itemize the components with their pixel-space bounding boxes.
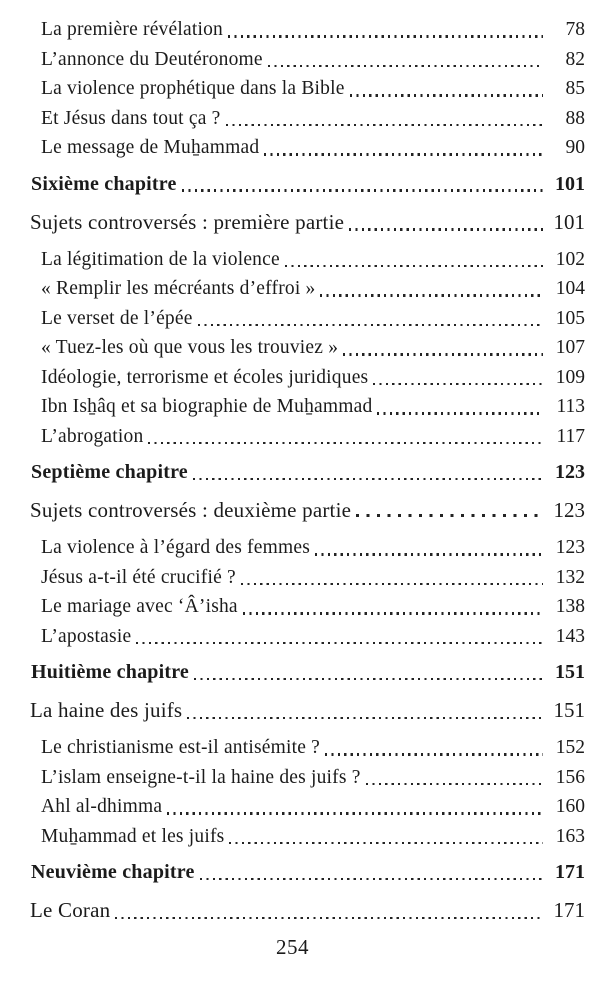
toc-entry-page: 138 [555, 596, 585, 617]
toc-entry-page: 113 [556, 396, 585, 417]
toc-entry-title: « Tuez-les où que vous les trouviez » [41, 337, 339, 358]
toc-entry-page: 104 [555, 278, 585, 299]
dot-leader [264, 153, 543, 155]
toc-entry [0, 207, 585, 238]
toc-entry-page: 171 [555, 861, 585, 883]
toc-entry-page: 152 [555, 737, 585, 758]
dot-leader [320, 294, 543, 296]
toc-entry-page: 101 [555, 172, 585, 195]
toc-entry-page: 109 [555, 366, 585, 388]
toc-entry-title: Le verset de l’épée [41, 307, 193, 329]
dot-leader [193, 478, 543, 480]
toc-entry-title: L’islam enseigne-t-il la haine des juifs ? [41, 766, 361, 788]
toc-entry-page: 123 [555, 537, 585, 558]
toc-entry [0, 695, 585, 726]
toc-entry-title: Le christianisme est-il antisémite ? [41, 737, 321, 758]
toc-entry [0, 304, 585, 334]
toc-entry-title: Sujets controversés : première partie [30, 209, 345, 234]
dot-leader [226, 124, 543, 126]
toc-entry-page: 171 [553, 898, 585, 922]
dot-leader [182, 189, 543, 191]
toc-entry [0, 563, 585, 593]
toc-entry-page: 123 [553, 498, 585, 522]
toc-entry [0, 169, 585, 199]
toc-entry-title: Huitième chapitre [31, 661, 189, 683]
dot-leader [285, 265, 543, 267]
toc-entry-page: 143 [555, 625, 585, 647]
toc-entry-title: Neuvième chapitre [31, 861, 195, 883]
toc-list [0, 15, 585, 926]
toc-entry [0, 592, 585, 622]
toc-entry-title: « Remplir les mécréants d’effroi » [41, 278, 316, 299]
toc-entry [0, 657, 585, 687]
dot-leader [200, 878, 543, 880]
toc-entry-title: La première révélation [41, 19, 223, 40]
toc-entry [0, 895, 585, 926]
toc-entry-title: Sujets controversés : deuxième partie [30, 498, 352, 522]
toc-entry [0, 422, 585, 452]
toc-entry [0, 104, 585, 134]
dot-leader [198, 324, 543, 326]
dot-leader [194, 678, 543, 680]
toc-entry [0, 245, 585, 275]
toc-entry-page: 117 [556, 425, 585, 447]
toc-entry [0, 792, 585, 822]
toc-entry-title: Le mariage avec ‘Â’isha [41, 596, 238, 617]
dot-leader [228, 35, 543, 37]
dot-leader [167, 812, 543, 814]
toc-entry-title: Jésus a-t-il été crucifié ? [41, 566, 236, 588]
toc-entry-page: 88 [565, 107, 585, 129]
toc-entry-page: 160 [555, 796, 585, 817]
toc-entry-title: Et Jésus dans tout ça ? [41, 107, 221, 129]
toc-entry-title: La haine des juifs [30, 698, 183, 722]
toc-entry-page: 132 [555, 566, 585, 588]
dot-leader [136, 642, 543, 644]
toc-entry-title: Muẖammad et les juifs [41, 825, 225, 847]
toc-entry-page: 90 [565, 137, 585, 158]
dot-leader [349, 228, 543, 230]
toc-entry [0, 533, 585, 563]
toc-entry [0, 857, 585, 887]
dot-leader [356, 514, 543, 517]
toc-entry-title: La violence prophétique dans la Bible [41, 78, 345, 99]
toc-entry-page: 82 [565, 48, 585, 70]
dot-leader [187, 717, 543, 719]
toc-entry [0, 363, 585, 393]
dot-leader [115, 917, 543, 919]
toc-entry-page: 123 [555, 461, 585, 483]
dot-leader [243, 612, 543, 614]
toc-entry-page: 102 [555, 248, 585, 270]
toc-entry-title: Idéologie, terrorisme et écoles juridiques [41, 366, 369, 388]
toc-entry-title: Ahl al-dhimma [41, 796, 163, 817]
dot-leader [325, 753, 543, 755]
toc-entry-title: Septième chapitre [31, 461, 188, 483]
toc-entry [0, 495, 585, 526]
dot-leader [268, 65, 543, 67]
toc-entry-title: Le Coran [30, 898, 111, 922]
page-number: 254 [276, 935, 309, 959]
toc-entry [0, 822, 585, 852]
toc-entry [0, 763, 585, 793]
toc-entry [0, 274, 585, 304]
dot-leader [350, 94, 543, 96]
dot-leader [229, 842, 543, 844]
toc-entry-title: Ibn Isẖâq et sa biographie de Muẖammad [41, 396, 373, 417]
toc-entry [0, 457, 585, 487]
dot-leader [377, 412, 543, 414]
toc-entry [0, 74, 585, 104]
toc-entry-title: L’abrogation [41, 425, 144, 447]
dot-leader [315, 553, 543, 555]
toc-entry-title: L’apostasie [41, 625, 132, 647]
toc-entry-page: 85 [565, 78, 585, 99]
toc-entry [0, 733, 585, 763]
toc-entry [0, 45, 585, 75]
dot-leader [373, 383, 543, 385]
toc-entry-title: Le message de Muẖammad [41, 137, 260, 158]
toc-entry-title: L’annonce du Deutéronome [41, 48, 263, 70]
toc-entry [0, 15, 585, 45]
toc-entry-title: La légitimation de la violence [41, 248, 280, 270]
toc-entry [0, 333, 585, 363]
dot-leader [148, 442, 543, 444]
toc-entry-page: 151 [555, 661, 585, 683]
toc-entry-page: 163 [555, 825, 585, 847]
toc-entry-page: 151 [553, 698, 585, 722]
toc-entry [0, 622, 585, 652]
dot-leader [241, 583, 543, 585]
toc-entry-page: 101 [553, 209, 585, 234]
dot-leader [366, 783, 543, 785]
toc-entry [0, 133, 585, 163]
toc-entry-title: Sixième chapitre [31, 172, 177, 195]
toc-entry-page: 156 [555, 766, 585, 788]
toc-entry-page: 78 [565, 19, 585, 40]
dot-leader [343, 353, 543, 355]
toc-entry-page: 105 [555, 307, 585, 329]
toc-entry [0, 392, 585, 422]
toc-entry-title: La violence à l’égard des femmes [41, 537, 310, 558]
toc-entry-page: 107 [555, 337, 585, 358]
